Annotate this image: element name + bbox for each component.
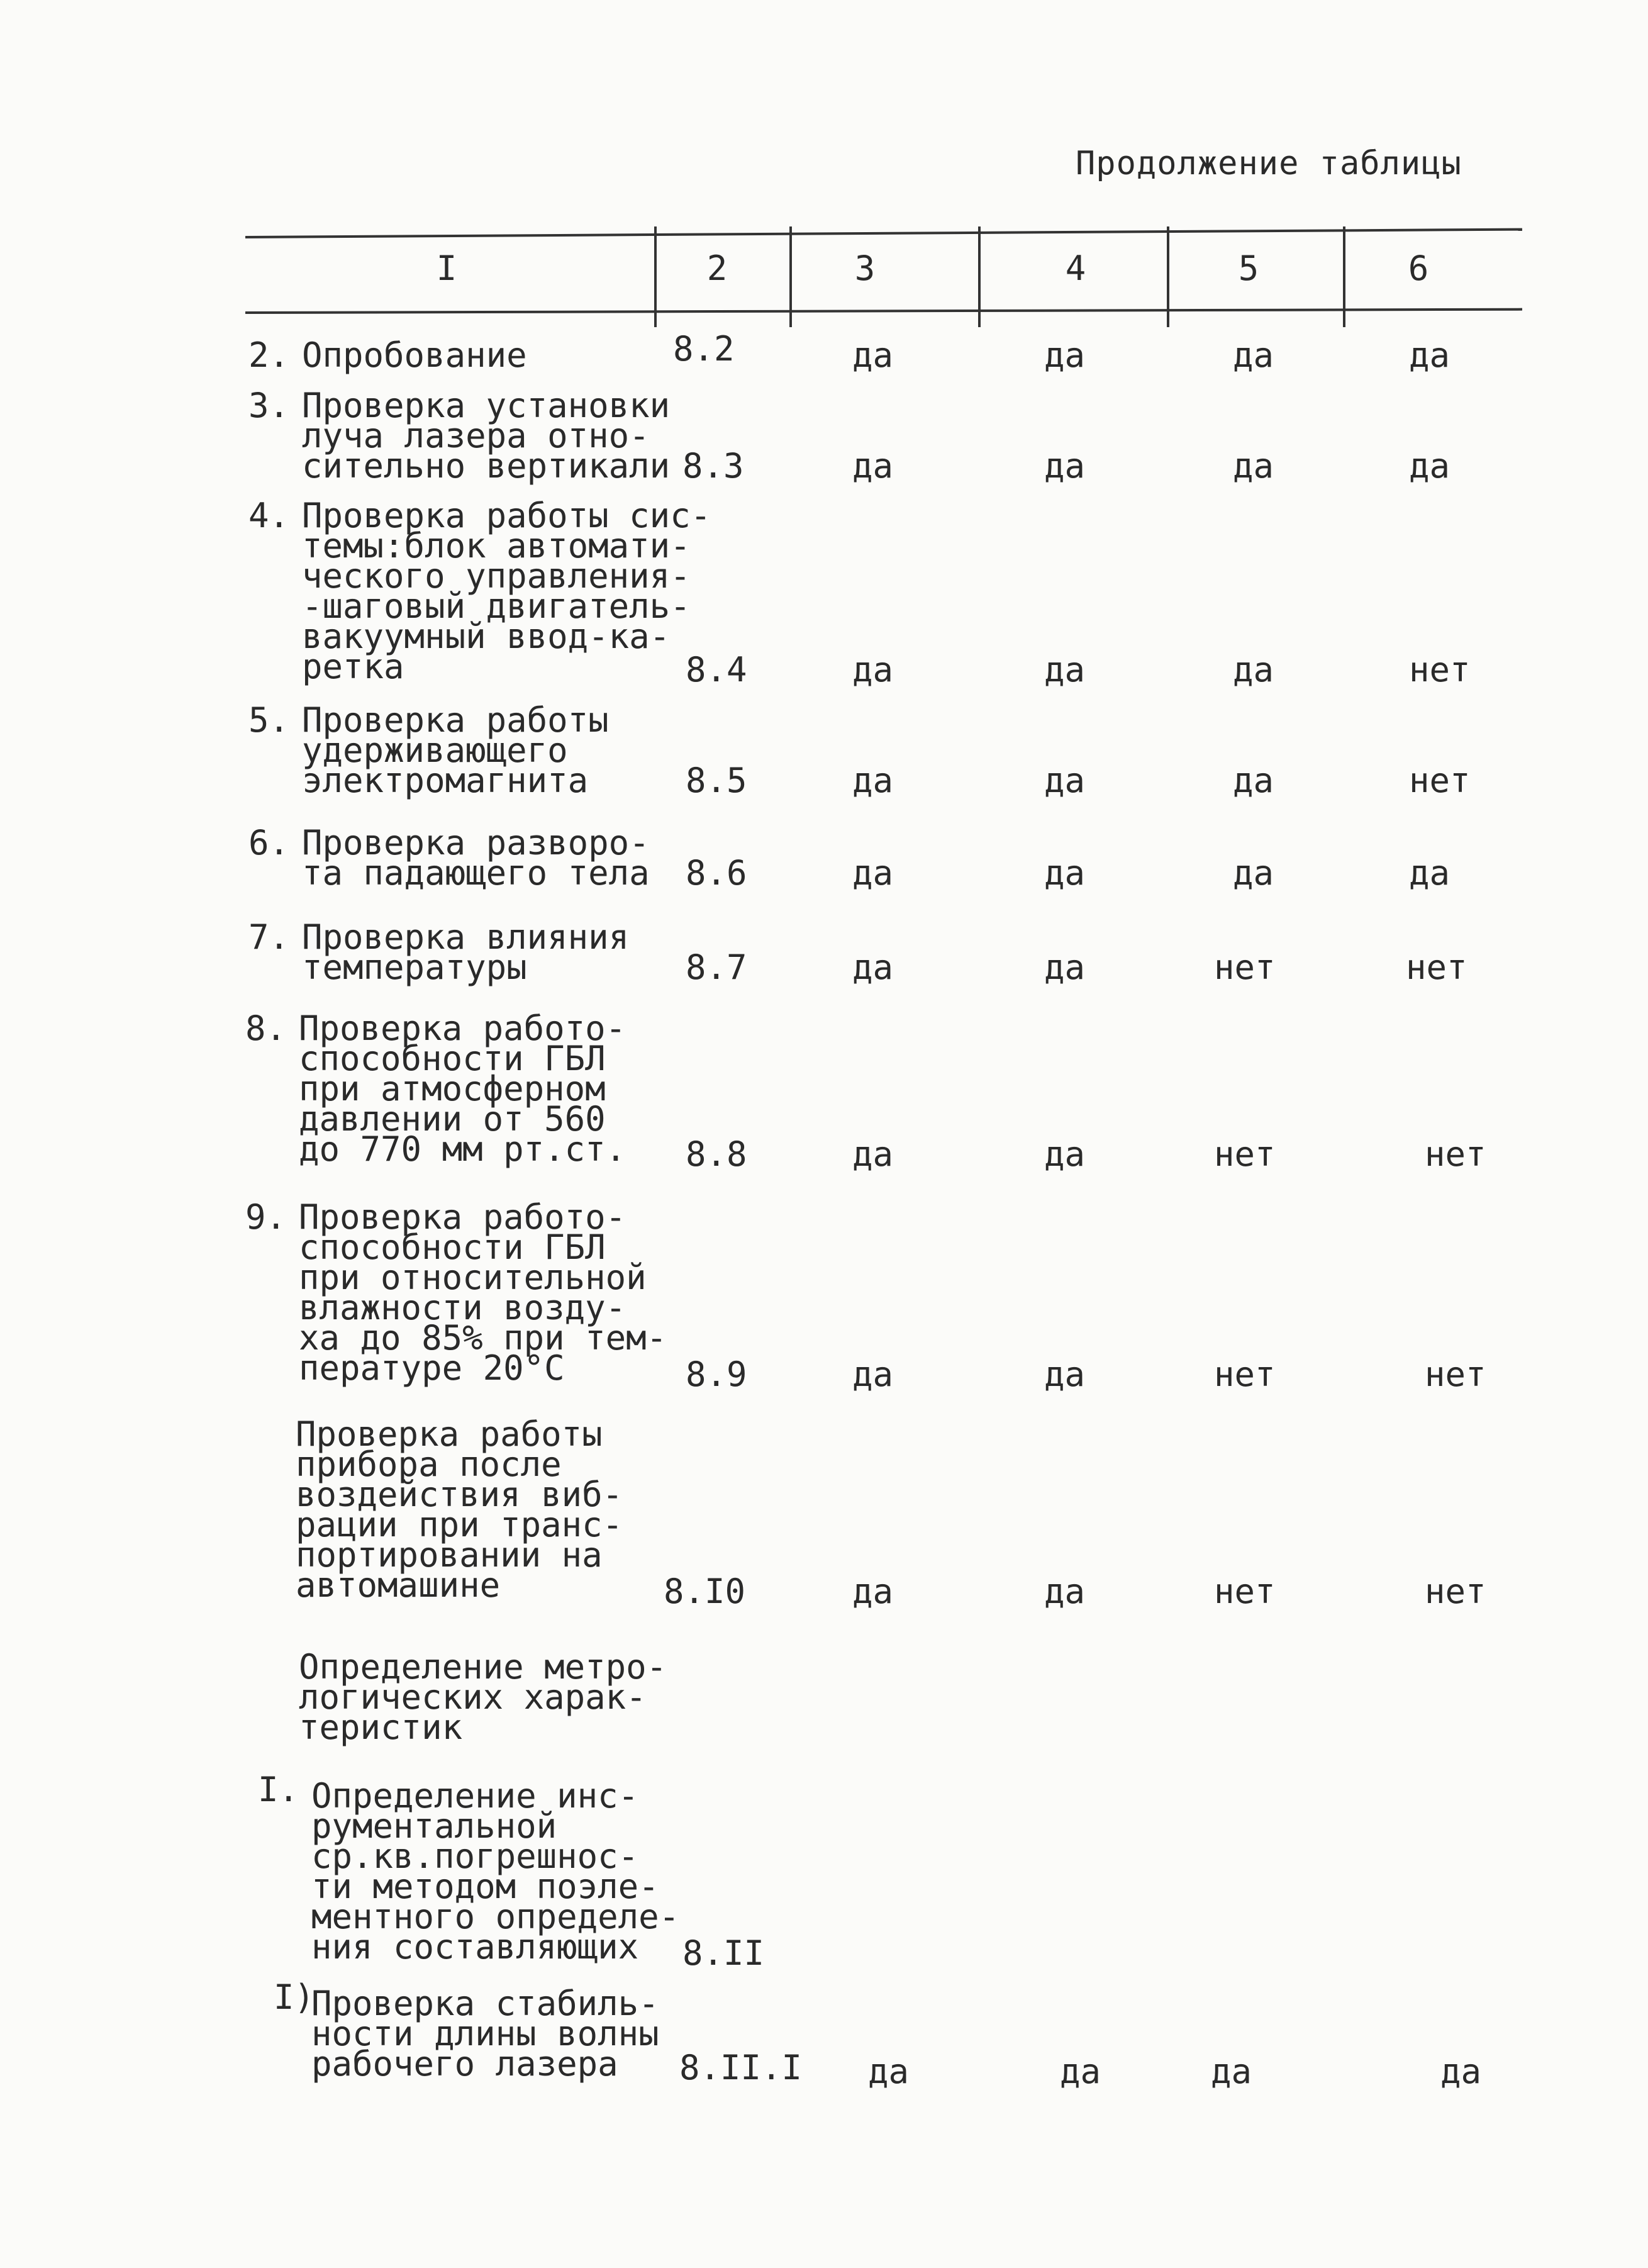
row-value-col5: да: [1233, 446, 1274, 486]
row-value-col4: да: [1044, 1355, 1086, 1394]
row-value-col4: да: [1044, 947, 1086, 987]
column-header-3: 3: [854, 249, 876, 288]
row-description-line: рации при транс-: [296, 1505, 623, 1545]
row-description-line: Опробование: [302, 335, 527, 375]
row-description-line: -шаговый двигатель-: [302, 586, 691, 626]
row-value-col5: да: [1233, 761, 1274, 800]
row-description-line: ния составляющих: [311, 1927, 639, 1967]
column-divider: [978, 226, 981, 327]
row-reference: 8.II.I: [679, 2048, 803, 2087]
row-value-col4: да: [1044, 761, 1086, 800]
row-reference: 8.2: [673, 329, 735, 369]
row-value-col3: да: [852, 947, 894, 987]
row-description-line: температуры: [302, 947, 527, 987]
row-value-col3: да: [852, 761, 894, 800]
row-description-line: пературе 20°С: [299, 1348, 565, 1388]
row-reference: 8.3: [682, 446, 744, 486]
row-value-col6: нет: [1409, 650, 1471, 690]
row-value-col4: да: [1060, 2052, 1101, 2091]
row-value-col6: да: [1440, 2052, 1482, 2091]
column-divider: [1167, 226, 1169, 327]
row-reference: 8.9: [686, 1355, 747, 1394]
row-value-col6: да: [1409, 446, 1450, 486]
row-reference: 8.5: [686, 761, 747, 800]
row-description-line: Проверка работо-: [299, 1197, 626, 1237]
row-number: 7.: [248, 917, 290, 957]
column-header-4: 4: [1065, 249, 1086, 288]
row-value-col3: да: [852, 335, 894, 375]
row-number: 4.: [248, 496, 290, 535]
row-value-col4: да: [1044, 650, 1086, 690]
row-description-line: сительно вертикали: [302, 446, 671, 486]
row-description-line: Проверка работы сис-: [302, 496, 711, 535]
row-value-col5: нет: [1214, 1572, 1276, 1611]
row-value-col6: нет: [1406, 947, 1467, 987]
header-top-rule: [245, 228, 1522, 238]
section-heading-line: Определение метро-: [299, 1647, 667, 1687]
row-value-col4: да: [1044, 446, 1086, 486]
row-value-col6: нет: [1425, 1355, 1486, 1394]
row-value-col3: да: [868, 2052, 910, 2091]
row-description-line: луча лазера отно-: [302, 416, 650, 455]
row-description-line: рументальной: [311, 1806, 557, 1846]
row-value-col5: да: [1233, 650, 1274, 690]
column-divider: [1343, 226, 1345, 327]
row-number: 8.: [245, 1008, 287, 1048]
row-value-col6: нет: [1425, 1572, 1486, 1611]
row-value-col6: нет: [1409, 761, 1471, 800]
row-value-col4: да: [1044, 853, 1086, 893]
column-divider: [654, 226, 657, 327]
row-value-col5: нет: [1214, 947, 1276, 987]
row-description-line: ха до 85% при тем-: [299, 1318, 667, 1358]
row-reference: 8.4: [686, 650, 747, 690]
header-bottom-rule: [245, 308, 1522, 314]
row-number: 6.: [248, 823, 290, 863]
row-number: I): [274, 1977, 315, 2017]
row-description-line: влажности возду-: [299, 1288, 626, 1327]
row-description-line: способности ГБЛ: [299, 1039, 606, 1078]
row-description-line: удерживающего: [302, 730, 568, 770]
row-reference: 8.I0: [664, 1572, 746, 1611]
row-description-line: ментного определе-: [311, 1897, 680, 1936]
row-description-line: вакуумный ввод-ка-: [302, 617, 671, 656]
row-description-line: Определение инс-: [311, 1776, 639, 1816]
row-number: 3.: [248, 386, 290, 425]
column-header-1: I: [436, 249, 457, 288]
row-value-col3: да: [852, 853, 894, 893]
row-description-line: Проверка разворо-: [302, 823, 650, 863]
row-value-col5: да: [1233, 853, 1274, 893]
row-description-line: ческого управления-: [302, 556, 691, 596]
row-value-col4: да: [1044, 335, 1086, 375]
row-description-line: Проверка работы: [302, 700, 609, 740]
row-value-col5: да: [1211, 2052, 1252, 2091]
row-value-col5: да: [1233, 335, 1274, 375]
row-value-col5: нет: [1214, 1134, 1276, 1174]
row-description-line: рабочего лазера: [311, 2044, 618, 2084]
row-description-line: автомашине: [296, 1565, 501, 1605]
row-description-line: воздействия виб-: [296, 1475, 623, 1514]
row-description-line: ти методом поэле-: [311, 1867, 659, 1906]
row-description-line: Проверка влияния: [302, 917, 630, 957]
column-header-5: 5: [1238, 249, 1259, 288]
column-divider: [789, 226, 792, 327]
row-description-line: Проверка установки: [302, 386, 671, 425]
row-value-col5: нет: [1214, 1355, 1276, 1394]
row-number: 9.: [245, 1197, 287, 1237]
row-reference: 8.7: [686, 947, 747, 987]
row-description-line: до 770 мм рт.ст.: [299, 1129, 626, 1169]
row-description-line: ности длины волны: [311, 2014, 659, 2053]
row-description-line: Проверка работо-: [299, 1008, 626, 1048]
row-reference: 8.8: [686, 1134, 747, 1174]
row-number: 2.: [248, 335, 290, 375]
row-value-col3: да: [852, 1134, 894, 1174]
section-heading-line: теристик: [299, 1707, 463, 1747]
row-description-line: при атмосферном: [299, 1069, 606, 1109]
row-value-col3: да: [852, 1572, 894, 1611]
row-reference: 8.II: [682, 1933, 765, 1973]
column-header-6: 6: [1408, 249, 1429, 288]
continuation-title: Продолжение таблицы: [1076, 145, 1462, 182]
row-value-col4: да: [1044, 1134, 1086, 1174]
row-description-line: та падающего тела: [302, 853, 650, 893]
row-description-line: давлении от 560: [299, 1099, 606, 1139]
row-description-line: Проверка работы: [296, 1414, 603, 1454]
row-number: 5.: [248, 700, 290, 740]
row-value-col4: да: [1044, 1572, 1086, 1611]
section-heading-line: логических харак-: [299, 1677, 647, 1717]
row-reference: 8.6: [686, 853, 747, 893]
row-value-col3: да: [852, 1355, 894, 1394]
row-number: I.: [258, 1770, 299, 1809]
row-description-line: при относительной: [299, 1258, 647, 1297]
row-value-col3: да: [852, 650, 894, 690]
row-value-col6: да: [1409, 335, 1450, 375]
row-value-col6: да: [1409, 853, 1450, 893]
column-header-2: 2: [706, 249, 728, 288]
row-description-line: ср.кв.погрешнос-: [311, 1836, 639, 1876]
row-description-line: электромагнита: [302, 761, 589, 800]
row-description-line: ретка: [302, 647, 404, 686]
row-description-line: способности ГБЛ: [299, 1227, 606, 1267]
row-description-line: темы:блок автомати-: [302, 526, 691, 566]
row-description-line: Проверка стабиль-: [311, 1984, 659, 2023]
row-description-line: прибора после: [296, 1444, 562, 1484]
row-description-line: портировании на: [296, 1535, 603, 1575]
row-value-col3: да: [852, 446, 894, 486]
row-value-col6: нет: [1425, 1134, 1486, 1174]
